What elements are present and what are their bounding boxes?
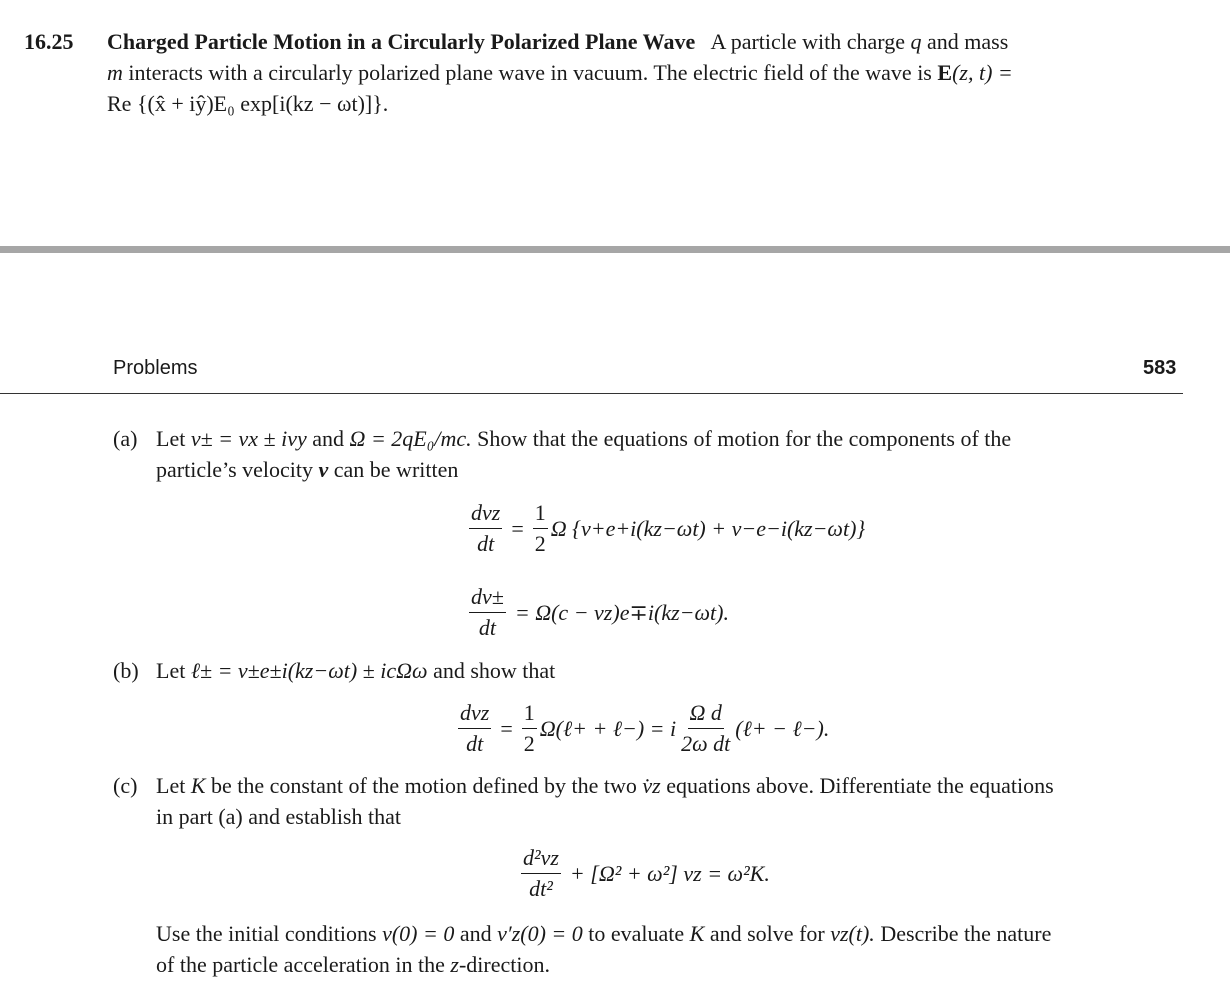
part-b-label: (b): [113, 658, 139, 683]
part-c-text-11: -direction.: [458, 952, 550, 977]
var-k-2: K: [689, 921, 705, 946]
eq-b-frac2-den: 2ω dt: [681, 731, 731, 756]
part-b-text: [156, 655, 1186, 686]
problem-intro-3: interacts with a circularly polarized plane wave in vacuum. The electric field of the wave is: [128, 60, 932, 85]
var-k: K: [190, 773, 206, 798]
eq-a2-lhs-num: dv±: [469, 584, 506, 613]
part-a-def-vpm: v± = vx ± ivy: [190, 426, 307, 451]
eq-c-den: dt²: [529, 876, 553, 901]
eq-c-rhs: + [Ω² + ω²] vz = ω²K.: [569, 860, 770, 886]
part-c-text-10: of the particle acceleration in the: [156, 952, 445, 977]
equation-c: [518, 845, 770, 902]
part-a-text: [156, 423, 1186, 485]
part-c-text-8: and solve for: [709, 921, 825, 946]
part-c-text-9: Describe the nature: [880, 921, 1052, 946]
eq-b-tail: (ℓ+ − ℓ−).: [735, 715, 830, 741]
eq-a2-lhs-den: dt: [478, 615, 496, 640]
part-c-text-2: be the constant of the motion defined by the two: [211, 773, 637, 798]
part-b-let: Let: [156, 658, 186, 683]
field-args: (z, t) =: [952, 60, 1013, 85]
running-header-section: Problems: [113, 357, 198, 379]
field-expression: Re {(x̂ + iŷ)E₀ exp[i(kz − ωt)]}.: [107, 91, 389, 116]
equation-b: $\frac{\text{dvz}}{dt}$ = $\frac{1}{2}$ Ω(ℓ+ + ℓ−) = i $\frac{\text{Ω d}}{\text{2ω dt}}$ (ℓ+ − ℓ−).: [460, 700, 830, 756]
eq-a1-lhs-den: dt: [477, 531, 495, 556]
part-c-text: [156, 770, 1186, 832]
part-c-cond-2: v′z(0) = 0: [497, 921, 583, 946]
var-q: q: [910, 29, 922, 54]
problem-intro-2: and mass: [926, 29, 1009, 54]
page-number: 583: [1143, 357, 1177, 379]
section-divider: [0, 246, 1230, 253]
part-c-conclusion: [156, 918, 1186, 980]
part-c-text-4: in part (a) and establish that: [156, 804, 401, 829]
var-vz-t: vz(t).: [830, 921, 875, 946]
part-a-def-omega: Ω = 2qE₀/mc.: [349, 426, 472, 451]
equation-a1: $\frac{\text{dvz}}{dt}$ = $\frac{1}{2}$ Ω {v+e+i(kz−ωt) + v−e−i(kz−ωt)}: [471, 500, 866, 556]
var-z: z: [450, 952, 459, 977]
part-c-text-5: Use the initial conditions: [156, 921, 377, 946]
part-b-text-2: and show that: [433, 658, 556, 683]
part-c-cond-1: v(0) = 0: [382, 921, 455, 946]
equation-a2: [466, 584, 729, 641]
problem-number: 16.25: [24, 29, 74, 54]
problem-title: Charged Particle Motion in a Circularly Polarized Plane Wave: [107, 29, 696, 54]
eq-a1-rhs: Ω {v+e+i(kz−ωt) + v−e−i(kz−ωt)}: [550, 515, 866, 541]
eq-b-frac2-num: Ω d: [688, 700, 724, 729]
eq-b-mid: Ω(ℓ+ + ℓ−) = i: [539, 715, 677, 741]
eq-c-num: d²vz: [521, 845, 561, 874]
part-a-label: (a): [113, 426, 138, 451]
eq-a2-rhs: = Ω(c − vz)e∓i(kz−ωt).: [514, 599, 729, 625]
part-a-text-4: particle’s velocity: [156, 457, 313, 482]
var-v: v: [318, 457, 329, 482]
part-a-text-3: Show that the equations of motion for the components of the: [477, 426, 1012, 451]
part-c-text-3: equations above. Differentiate the equations: [666, 773, 1054, 798]
eq-b-half-den: 2: [523, 731, 535, 756]
part-a-and: and: [312, 426, 345, 451]
part-c-text-6: and: [459, 921, 492, 946]
problem-statement: [107, 26, 1187, 119]
problem-intro-1: A particle with charge: [710, 29, 905, 54]
header-rule: [0, 393, 1183, 394]
var-vdot: v̇z: [642, 773, 661, 798]
part-a-let: Let: [156, 426, 186, 451]
part-b-def-l: ℓ± = v±e±i(kz−ωt) ± icΩω: [190, 658, 428, 683]
var-m: m: [107, 60, 123, 85]
eq-b-lhs-num: dvz: [458, 700, 491, 729]
part-a-text-5: can be written: [333, 457, 459, 482]
eq-a1-lhs-num: dvz: [469, 500, 502, 529]
part-c-let: Let: [156, 773, 186, 798]
part-c-label: (c): [113, 773, 138, 798]
part-c-text-7: to evaluate: [588, 921, 685, 946]
eq-a1-half-num: 1: [533, 500, 548, 529]
eq-b-half-num: 1: [522, 700, 537, 729]
field-e: E: [937, 60, 953, 85]
eq-a1-half-den: 2: [534, 531, 546, 556]
eq-b-lhs-den: dt: [466, 731, 484, 756]
